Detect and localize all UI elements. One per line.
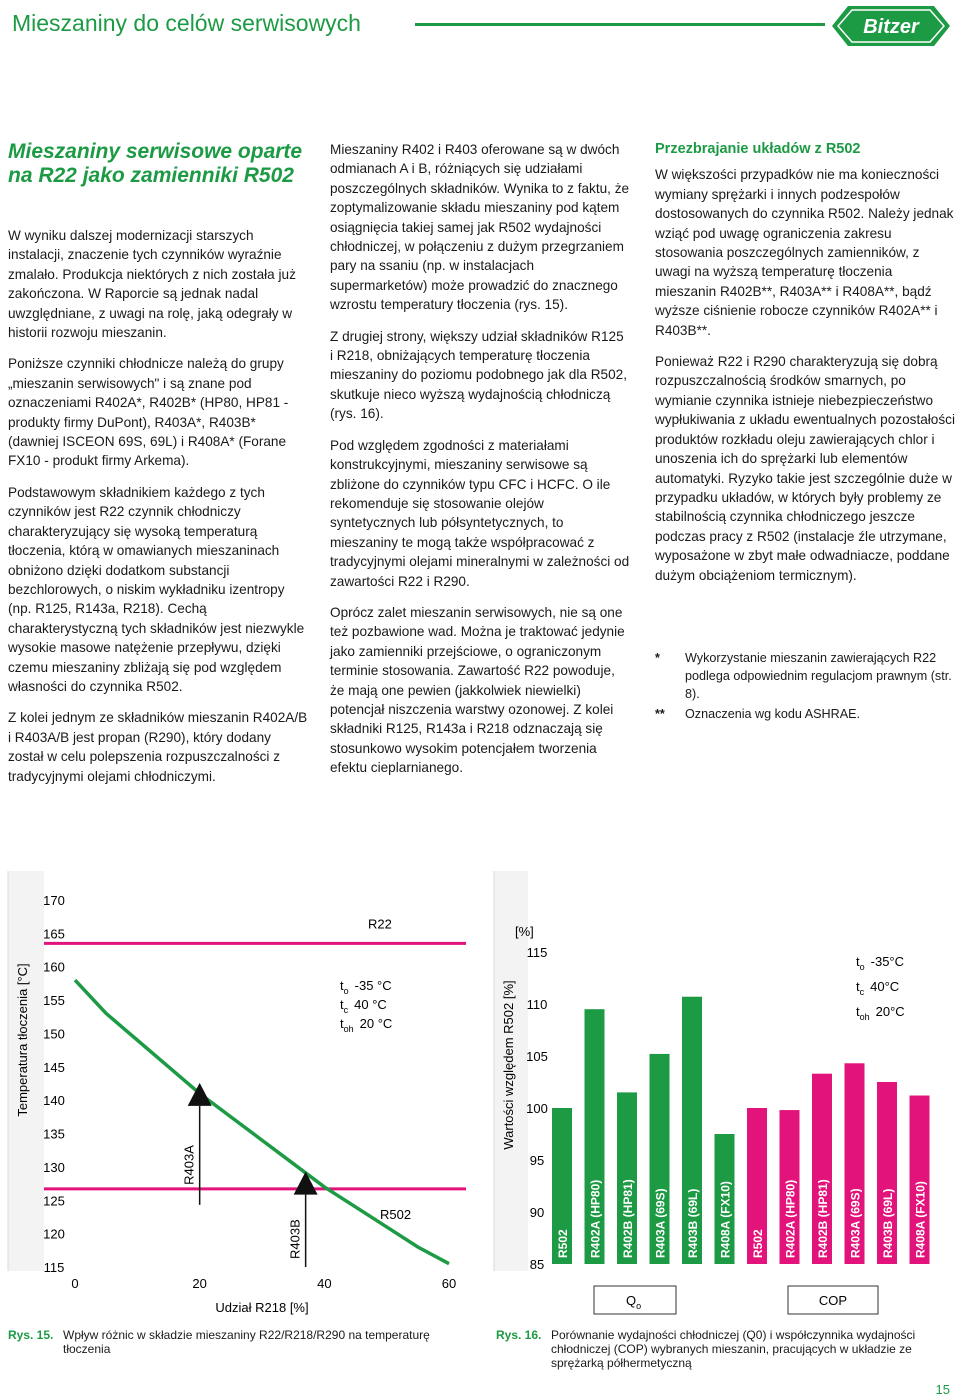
y-axis-unit: [%] <box>515 924 534 939</box>
footnote <box>655 649 955 703</box>
condition-label: $t_o$ -35°C <box>856 954 905 972</box>
reference-label: R502 <box>380 1206 412 1222</box>
bar-label: R402B (HP81) <box>621 1179 635 1258</box>
bar-label: R403A (69S) <box>653 1188 668 1258</box>
bar-label: R403B (69L) <box>686 1188 700 1258</box>
marker-label: R403B <box>287 1219 303 1259</box>
page-number: 15 <box>935 1382 950 1397</box>
column-3 <box>655 140 955 725</box>
subsection-heading: Przezbrajanie układów z R502 <box>655 141 861 157</box>
x-tick-label: 60 <box>441 1276 457 1291</box>
x-tick-label: 20 <box>192 1276 207 1291</box>
x-tick-label: 0 <box>71 1276 79 1291</box>
x-axis-label: Udział R218 [%] <box>215 1300 309 1315</box>
bar-label: R402A (HP80) <box>783 1179 798 1258</box>
y-tick-label: 150 <box>43 1026 65 1042</box>
legend-label-qo: $Q_o$ <box>626 1293 642 1311</box>
paragraph: Pod względem zgodności z materiałami konstrukcyjnymi, mieszaniny serwisowe są zbliżone do czynników typu CFC i HCFC. O ile rekomenduje się stosowanie olejów syntetycznych lub półsyntetycznych, to mieszaniny te mogą także współpracować z tradycyjnymi olejami mineralnymi w zależności od zawartości R22 i R290. <box>330 437 630 589</box>
y-tick-label: 100 <box>526 1101 548 1116</box>
marker-label: R403A <box>181 1145 197 1185</box>
bar-label: R502 <box>556 1229 570 1258</box>
footnote-text: Oznaczenia wg kodu ASHRAE. <box>685 706 861 721</box>
y-axis-label: Temperatura tłoczenia [°C] <box>15 963 30 1117</box>
bar-label: R402A (HP80) <box>588 1179 603 1258</box>
y-tick-label: 170 <box>43 893 65 908</box>
bar-label: R408A (FX10) <box>718 1181 733 1258</box>
caption-label: Rys. 16. <box>496 1328 542 1342</box>
bar-label: R402B (HP81) <box>816 1179 830 1258</box>
paragraph: W wyniku dalszej modernizacji starszych instalacji, znaczenie tych czynników wyraźnie zmalało. Produkcja niektórych z nich została już zakończona. W Raporcie są jednak nadal uwzględniane, z uwagi na rolę, jaką odegrały w historii rozwoju mieszanin. <box>8 228 296 341</box>
condition-label: $t_c$ 40°C <box>856 979 900 997</box>
page-title: Mieszaniny do celów serwisowych <box>12 10 361 36</box>
y-tick-label: 110 <box>526 997 548 1012</box>
figure-16-chart <box>488 870 960 1320</box>
y-tick-label: 95 <box>529 1153 545 1168</box>
condition-label: $t_o$ -35 °C <box>340 978 392 996</box>
bar-label: R403A (69S) <box>848 1188 863 1258</box>
section-heading: Mieszaniny serwisowe oparte na R22 jako zamienniki R502 <box>8 140 303 187</box>
bar-label: R408A (FX10) <box>913 1181 928 1258</box>
column-1 <box>8 140 308 798</box>
y-tick-label: 105 <box>526 1049 548 1064</box>
y-tick-label: 115 <box>43 1260 65 1275</box>
footnote <box>655 705 955 723</box>
y-tick-label: 125 <box>43 1193 65 1209</box>
legend-label-cop: COP <box>818 1293 848 1308</box>
y-axis-label: Wartości względem R502 [%] <box>501 980 516 1150</box>
footnote-mark: * <box>655 650 660 665</box>
paragraph: Podstawowym składnikiem każdego z tych czynników jest R22 czynnik chłodniczy charakteryzujący się wysoką temperaturą tłoczenia, którą w omawianych mieszaninach obniżono dzięki dodatkom substancji bezchlorowych, o niskim wykładniku izentropy (np. R125, R143a, R218). Cechą charakterystyczną tych składników jest niezwykle wysokie masowe natężenie przepływu, dzięki czemu mieszaniny zbliżają się pod względem własności do czynnika R502. <box>8 484 305 694</box>
y-tick-label: 130 <box>43 1159 65 1175</box>
figure-16-caption <box>496 1328 956 1374</box>
condition-label: $t_c$ 40 °C <box>340 997 387 1015</box>
y-tick-label: 135 <box>43 1126 65 1142</box>
header-rule <box>415 23 825 26</box>
figure-15-caption <box>8 1328 468 1360</box>
footnotes <box>655 649 955 723</box>
reference-label: R22 <box>368 916 392 932</box>
condition-label: $t_{oh}$ 20°C <box>856 1004 905 1022</box>
paragraph: Oprócz zalet mieszanin serwisowych, nie są one też pozbawione wad. Można je traktować jedynie jako zamienniki przejściowe, o ograniczonym terminie stosowania. Zawartość R22 powoduje, że mają one pewien (jakkolwiek niewielki) potencjał niszczenia warstwy ozonowej. Z kolei składniki R125, R143a i R218 odznaczają się stosunkowo wysokim potencjałem tworzenia efektu cieplarnianego. <box>330 604 625 776</box>
figure-15-chart <box>0 870 470 1320</box>
paragraph: W większości przypadków nie ma konieczności wymiany sprężarki i innych podzespołów dostosowanych do czynnika R502. Należy jednak wziąć pod uwagę ograniczenia zakresu stosowania poszczególnych zamienników, z uwagi na wyższą temperaturę tłoczenia mieszanin R402B**, R403A** i R408A**, bądź wyższe ciśnienie robocze czynników R402A** i R403B**. <box>655 167 954 338</box>
caption-label: Rys. 15. <box>8 1328 54 1342</box>
y-tick-label: 155 <box>43 993 65 1009</box>
y-tick-label: 115 <box>526 945 548 960</box>
caption-text: Wpływ różnic w składzie mieszaniny R22/R218/R290 na temperaturę tłoczenia <box>63 1328 430 1356</box>
caption-text: Porównanie wydajności chłodniczej (Q0) i współczynnika wydajności chłodniczej (COP) wybranych mieszanin, pracujących w układzie ze sprężarką półhermetyczną <box>551 1328 916 1370</box>
footnote-text: Wykorzystanie mieszanin zawierających R22 podlega odpowiednim regulacjom prawnym (str. 8). <box>685 650 952 701</box>
bar-label: R502 <box>751 1229 765 1258</box>
y-tick-label: 140 <box>43 1093 65 1109</box>
y-tick-label: 165 <box>43 926 65 942</box>
paragraph: Z kolei jednym ze składników mieszanin R402A/B i R403A/B jest propan (R290), który dodany został w celu polepszenia rozpuszczalności z tradycyjnymi olejami chłodniczymi. <box>8 710 308 784</box>
y-tick-label: 120 <box>43 1226 65 1242</box>
y-tick-label: 160 <box>43 959 65 975</box>
x-tick-label: 40 <box>317 1276 332 1291</box>
paragraph: Poniższe czynniki chłodnicze należą do grupy „mieszanin serwisowych" i są znane pod oznaczeniami R402A*, R402B* (HP80, HP81 - produkty firmy DuPont), R403A*, R403B* (dawniej ISCEON 69S, 69L) i R408A* (Forane FX10 - produkt firmy Arkema). <box>8 356 289 469</box>
bar-label: R403B (69L) <box>881 1188 895 1258</box>
logo-text: Bitzer <box>863 16 919 38</box>
paragraph: Z drugiej strony, większy udział składników R125 i R218, obniżających temperaturę tłoczenia mieszaniny do poziomu podobnego jak dla R502, skutkuje nieco wyższą wydajnością chłodniczą (rys. 16). <box>330 328 627 422</box>
y-tick-label: 85 <box>529 1257 545 1272</box>
column-2 <box>330 140 630 790</box>
y-tick-label: 145 <box>43 1059 65 1075</box>
paragraph: Mieszaniny R402 i R403 oferowane są w dwóch odmianach A i B, różniących się udziałami poszczególnych składników. Wynika to z faktu, że zoptymalizowanie składu mieszaniny pod kątem osiągnięcia takiej samej jak R502 wydajności chłodniczej, w połączeniu z dużym przegrzaniem pary na ssaniu (np. w instalacjach supermarketów) może prowadzić do znacznego wzrostu temperatury tłoczenia (rys. 15). <box>330 142 630 313</box>
paragraph: Ponieważ R22 i R290 charakteryzują się dobrą rozpuszczalnością środków smarnych, po wymianie czynnika istnieje niebezpieczeństwo wypłukiwania z układu ewentualnych pozostałości produktów rozkładu oleju zawierających chlor i unoszenia ich do sprężarki lub elementów automatyki. Ryzyko takie jest szczególnie duże w przypadku układów, w których były problemy ze stabilnością czynnika chłodniczego jeszcze podczas pracy z R502 (instalacje źle utrzymane, wyposażone w zbyt małe odwadniacze, poddane dużym obciążeniom termicznym). <box>655 354 955 583</box>
condition-label: $t_{oh}$ 20 °C <box>340 1016 393 1034</box>
footnote-mark: ** <box>655 706 665 721</box>
y-tick-label: 90 <box>529 1205 545 1220</box>
bitzer-logo <box>830 4 952 48</box>
